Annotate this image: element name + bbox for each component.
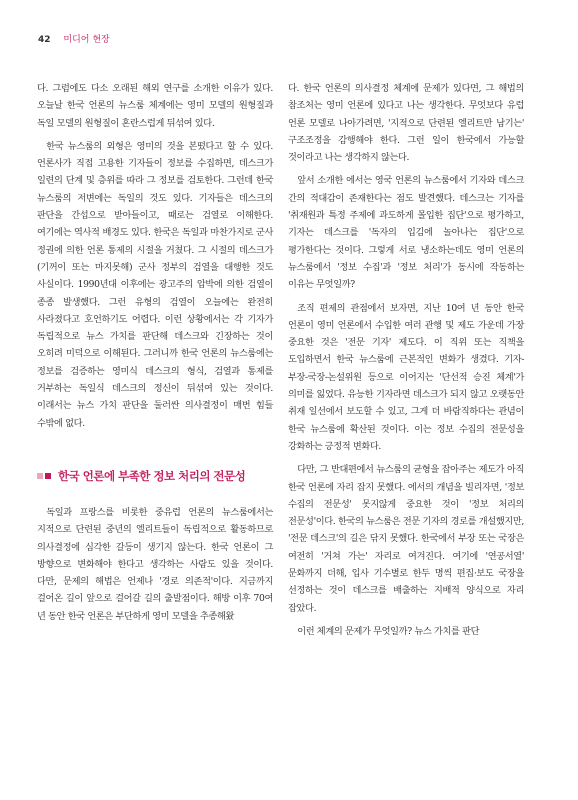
page-header [38, 32, 110, 45]
page-number: 42 [38, 35, 51, 45]
body-paragraph: 독일과 프랑스를 비롯한 중유럽 언론의 뉴스룸에서는 지적으로 단련된 중년의 엘리트들이 독립적으로 활동하므로 의사결정에 심각한 갈등이 생기지 않는다. 한국 언론이 그 방향으로 변화해야 한다고 생각하는 사람도 있을 것이다. 다만, 문제의 해법은 언제나 '경로 의존적'이다. 지금까지 걸어온 길이 앞으로 걸어갈 길의 출발점이다. 해방 이후 70여 년 동안 한국 언론은 부단하게 영미 모델을 추종해왔 [37, 506, 273, 622]
body-paragraph: 한국 뉴스룸의 외형은 영미의 것을 본떴다고 할 수 있다. 언론사가 직접 고용한 기자들이 정보를 수집하면, 데스크가 일련의 단계 및 층위를 따라 그 정보를 검토한다. 그런데 한국 뉴스룸의 저변에는 독일의 것도 있다. 기자들은 데스크의 판단을 간섭으로 받아들이고, 때로는 검열로 이해한다. 여기에는 역사적 배경도 있다. 한국은 독일과 마찬가지로 군사 정권에 의한 언론 통제의 시절을 거쳤다. 그 시절의 데스크가 (기꺼이 또는 마지못해) 군사 정부의 검열을 대행한 것도 사실이다. 1990년대 이후에는 광고주의 압박에 의한 검열이 종종 발생했다. 그런 유형의 검열이 오늘에는 완전히 사라졌다고 호언하기도 어렵다. 이런 상황에서는 각 기자가 독립적으로 뉴스 가치를 판단해 데스크와 긴장하는 것이 오히려 미덕으로 이해된다. 그러니까 한국 언론의 뉴스룸에는 정보를 검증하는 영미식 데스크의 형식, 검열과 통제를 거부하는 독일식 데스크의 정신이 뒤섞여 있는 것이다. 이래서는 뉴스 가치 판단을 둘러싼 의사결정이 매번 힘들 수밖에 없다. [37, 140, 273, 429]
section-heading-text: 한국 언론에 부족한 정보 처리의 전문성 [58, 468, 246, 483]
body-paragraph: 이런 체계의 문제가 무엇일까? 뉴스 가치를 판단 [297, 625, 480, 637]
body-paragraph: 다만, 그 반대편에서 뉴스룸의 균형을 잡아주는 제도가 아직 한국 언론에 자리 잡지 못했다. 에서의 개념을 빌리자면, '정보 수집의 전문성' 못지않게 중요한 것이 '정보 처리의 전문성'이다. 한국의 뉴스룸은 전문 기자의 경로를 개설했지만, '전문 데스크'의 길은 닦지 못했다. 한국에서 부장 또는 국장은 여전히 '거쳐 가는' 자리로 여겨진다. 여기에 '연공서열' 문화까지 더해, 입사 기수별로 한두 명씩 편집·보도 국장을 선정하는 것이 데스크를 배출하는 지배적 양식으로 자리 잡았다. [288, 464, 524, 614]
heading-square-icon [37, 473, 51, 479]
body-paragraph: 조직 편제의 관점에서 보자면, 지난 10여 년 동안 한국 언론이 영미 언론에서 수입한 여러 관행 및 제도 가운데 가장 중요한 것은 '전문 기자' 제도다. 이 직위 또는 직책을 도입하면서 한국 뉴스룸에 근본적인 변화가 생겼다. 기자-부장-국장-논설위원 등으로 이어지는 '단선적 승진 체계'가 의미를 잃었다. 유능한 기자라면 데스크가 되지 않고 오랫동안 취재 일선에서 보도할 수 있고, 그게 더 바람직하다는 관념이 한국 뉴스룸에 확산된 것이다. 이는 정보 수집의 전문성을 강화하는 긍정적 변화다. [288, 302, 524, 452]
body-paragraph: 다. 한국 언론의 의사결정 체계에 문제가 있다면, 그 해법의 참조처는 영미 언론에 있다고 나는 생각한다. 무엇보다 유럽 언론 모델로 나아가려면, '지적으로 단련된 엘리트만 남기는' 구조조정을 감행해야 한다. 그런 일이 한국에서 가능할 것이라고 나는 생각하지 않는다. [288, 83, 524, 164]
left-column [37, 80, 273, 625]
right-column [288, 80, 524, 640]
body-paragraph: 다. 그럼에도 다소 오래된 해외 연구를 소개한 이유가 있다. 오늘날 한국 언론의 뉴스룸 체계에는 영미 모델의 원형질과 독일 모델의 원형질이 혼란스럽게 뒤섞여 있다. [37, 83, 273, 129]
section-title: 미디어 현장 [63, 35, 110, 45]
body-paragraph: 앞서 소개한 에서는 영국 언론의 뉴스룸에서 기자와 데스크 간의 적대감이 존재한다는 점도 발견했다. 데스크는 기자를 '취재원과 특정 주제에 과도하게 몰입한 집단'으로 평가하고, 기자는 데스크를 '독자의 입김에 놀아나는 집단'으로 평가한다는 것이다. 그렇게 서로 냉소하는데도 영미 언론의 뉴스룸에서 '정보 수집'과 '정보 처리'가 동시에 작동하는 이유는 무엇일까? [288, 175, 524, 291]
section-heading [37, 468, 273, 484]
